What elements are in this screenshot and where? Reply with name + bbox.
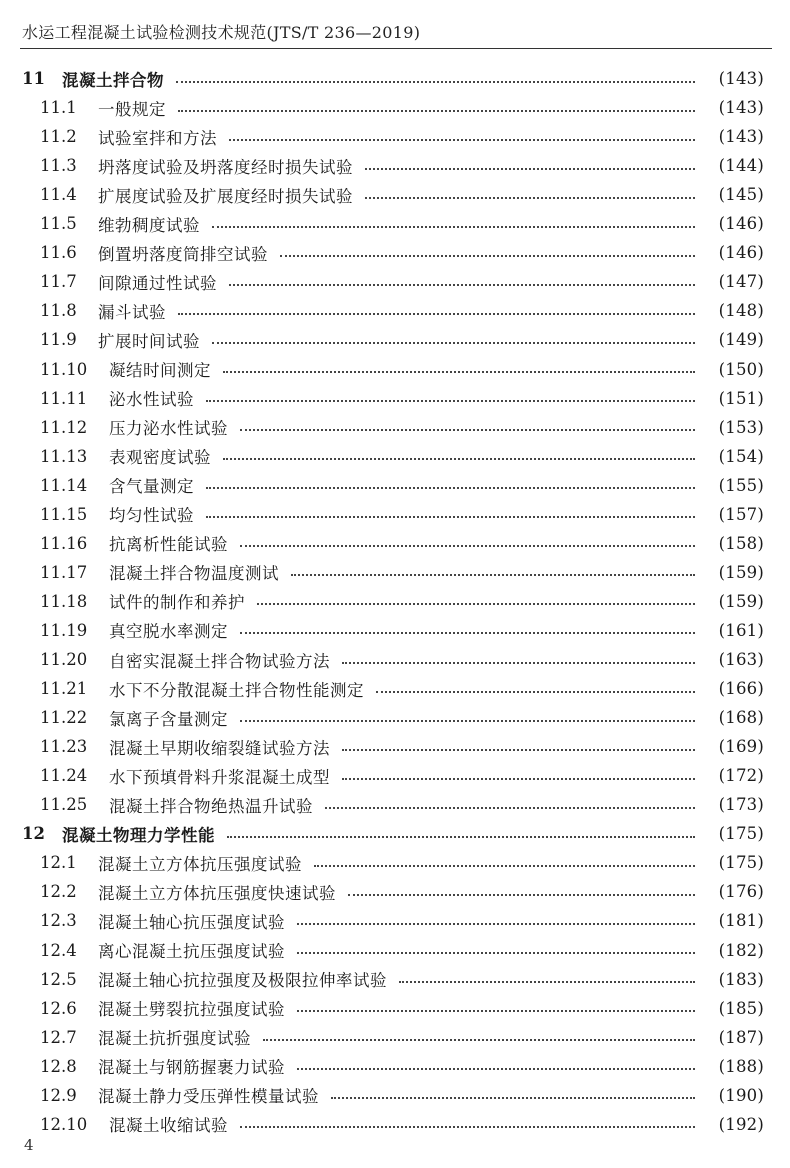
toc-entry-number: 12.3 [40,911,77,931]
toc-entry-title: 氯离子含量测定 [109,709,228,729]
toc-entry-title: 试验室拌和方法 [98,128,217,148]
toc-entry-number: 11.12 [40,417,88,437]
toc-entry-number: 11.17 [40,562,88,582]
toc-dot-leader [227,836,695,838]
toc-entry-number: 12.10 [40,1114,88,1134]
toc-section-entry [0,587,790,616]
toc-dot-leader [280,255,695,257]
toc-entry-page: (144) [718,156,764,176]
toc-entry-title-with-leader [109,589,695,613]
toc-entry-number: 11.2 [40,127,77,147]
toc-section-entry [0,325,790,354]
toc-entry-title-with-leader [62,67,695,91]
toc-entry-title: 表观密度试验 [109,448,211,468]
toc-dot-leader [229,284,695,286]
toc-entry-title-with-leader [98,241,695,265]
toc-entry-page: (148) [718,301,764,321]
toc-entry-title: 自密实混凝土拌合物试验方法 [109,651,330,671]
toc-section-entry [0,209,790,238]
toc-section-entry [0,936,790,965]
toc-entry-page: (183) [718,969,764,989]
toc-dot-leader [376,691,695,693]
toc-entry-page: (172) [718,766,764,786]
toc-entry-title-with-leader [98,212,695,236]
toc-section-entry [0,674,790,703]
toc-section-entry [0,558,790,587]
toc-section-entry [0,732,790,761]
toc-dot-leader [342,778,695,780]
toc-dot-leader [297,1010,695,1012]
toc-section-entry [0,355,790,384]
toc-entry-title: 混凝土拌合物 [62,70,164,90]
toc-entry-page: (192) [718,1114,764,1134]
toc-dot-leader [206,400,695,402]
toc-entry-number: 11.23 [40,737,88,757]
toc-entry-title: 混凝土轴心抗拉强度及极限拉伸率试验 [98,971,387,991]
toc-entry-page: (143) [718,127,764,147]
toc-entry-page: (149) [718,330,764,350]
toc-entry-title-with-leader [109,473,695,497]
toc-entry-title: 水下预填骨料升浆混凝土成型 [109,767,330,787]
toc-dot-leader [325,807,695,809]
toc-dot-leader [240,632,695,634]
toc-entry-number: 12.2 [40,882,77,902]
toc-entry-page: (155) [718,475,764,495]
toc-entry-title: 混凝土与钢筋握裹力试验 [98,1058,285,1078]
toc-entry-number: 11.11 [40,388,88,408]
toc-dot-leader [223,458,695,460]
toc-section-entry [0,442,790,471]
toc-entry-title: 压力泌水性试验 [109,419,228,439]
toc-entry-title-with-leader [109,357,695,381]
toc-entry-title-with-leader [109,735,695,759]
toc-entry-title-with-leader [109,764,695,788]
toc-entry-title-with-leader [98,909,695,933]
toc-entry-title: 水下不分散混凝土拌合物性能测定 [109,680,364,700]
toc-entry-number: 11.20 [40,650,88,669]
toc-entry-title: 泌水性试验 [109,390,194,410]
toc-dot-leader [314,865,695,867]
toc-entry-number: 11.13 [40,446,88,466]
toc-entry-title: 抗离析性能试验 [109,535,228,555]
toc-entry-title: 混凝土早期收缩裂缝试验方法 [109,738,330,758]
running-header: 水运工程混凝土试验检测技术规范(JTS/T 236—2019) [22,23,421,42]
toc-entry-title-with-leader [109,386,695,410]
toc-entry-title-with-leader [109,502,695,526]
toc-entry-title-with-leader [109,648,695,672]
toc-entry-title: 混凝土物理力学性能 [62,825,215,845]
toc-entry-title-with-leader [109,706,695,730]
toc-entry-title-with-leader [98,851,695,875]
toc-entry-number: 11.6 [40,243,77,263]
toc-entry-title-with-leader [98,1025,695,1049]
toc-entry-number: 11.21 [40,679,88,699]
toc-entry-number: 11.24 [40,766,88,786]
toc-entry-number: 11.14 [40,475,88,495]
toc-entry-title: 扩展度试验及扩展度经时损失试验 [98,186,353,206]
toc-dot-leader [229,139,695,141]
toc-section-entry [0,151,790,180]
page-number: 4 [24,1136,34,1154]
toc-dot-leader [365,168,695,170]
toc-entry-title: 一般规定 [98,99,166,119]
toc-dot-leader [297,952,695,954]
toc-section-entry [0,1052,790,1081]
toc-entry-title-with-leader [98,270,695,294]
toc-section-entry [0,122,790,151]
toc-entry-number: 11.19 [40,620,88,640]
toc-dot-leader [206,487,695,489]
toc-section-entry [0,703,790,732]
toc-entry-page: (154) [718,446,764,466]
toc-entry-page: (181) [718,911,764,931]
toc-section-entry [0,384,790,413]
toc-entry-number: 12.1 [40,853,77,873]
toc-entry-title-with-leader [109,677,695,701]
toc-entry-title: 间隙通过性试验 [98,273,217,293]
toc-entry-title-with-leader [98,299,695,323]
toc-entry-page: (188) [718,1056,764,1076]
toc-section-entry [0,238,790,267]
toc-entry-number: 11.7 [40,272,77,292]
toc-chapter-entry [0,819,790,848]
toc-entry-title: 混凝土收缩试验 [109,1116,228,1136]
toc-entry-title: 凝结时间测定 [109,361,211,380]
toc-section-entry [0,994,790,1023]
toc-section-entry [0,906,790,935]
toc-entry-title-with-leader [109,444,695,468]
toc-entry-title: 倒置坍落度筒排空试验 [98,244,268,264]
toc-entry-title-with-leader [98,1054,695,1078]
toc-entry-title-with-leader [98,328,695,352]
toc-section-entry [0,1023,790,1052]
toc-entry-number: 11.9 [40,330,77,350]
toc-entry-title: 混凝土拌合物绝热温升试验 [109,796,313,816]
toc-entry-title: 混凝土立方体抗压强度快速试验 [98,883,336,903]
toc-entry-page: (163) [718,650,764,669]
toc-entry-title: 混凝土轴心抗压强度试验 [98,912,285,932]
toc-entry-title-with-leader [109,560,695,584]
toc-dot-leader [212,226,695,228]
toc-section-entry [0,877,790,906]
toc-entry-page: (168) [718,708,764,728]
toc-dot-leader [176,81,695,83]
toc-dot-leader [240,1126,695,1128]
toc-section-entry [0,761,790,790]
toc-dot-leader [342,662,695,664]
toc-entry-page: (146) [718,243,764,263]
toc-entry-title-with-leader [98,938,695,962]
toc-dot-leader [297,923,695,925]
toc-entry-number: 12.5 [40,969,77,989]
toc-entry-title: 混凝土抗折强度试验 [98,1029,251,1049]
toc-entry-page: (190) [718,1085,764,1105]
toc-dot-leader [365,197,695,199]
toc-entry-title-with-leader [98,96,695,120]
toc-entry-title: 均匀性试验 [109,506,194,526]
toc-entry-page: (182) [718,940,764,960]
toc-entry-number: 12.6 [40,998,77,1018]
toc-entry-title: 漏斗试验 [98,302,166,322]
toc-dot-leader [348,894,695,896]
toc-entry-number: 12.7 [40,1027,77,1047]
toc-section-entry [0,529,790,558]
toc-entry-title-with-leader [98,125,695,149]
toc-chapter-entry [0,64,790,93]
toc-entry-title-with-leader [109,618,695,642]
toc-dot-leader [257,603,695,605]
toc-entry-title-with-leader [98,154,695,178]
toc-section-entry [0,413,790,442]
toc-dot-leader [178,313,695,315]
toc-section-entry [0,500,790,529]
toc-entry-page: (161) [718,620,764,640]
toc-entry-page: (145) [718,185,764,205]
toc-entry-title-with-leader [109,415,695,439]
header-rule [20,48,772,49]
toc-entry-number: 11.15 [40,504,88,524]
toc-entry-title-with-leader [98,996,695,1020]
toc-section-entry [0,180,790,209]
toc-entry-page: (175) [718,853,764,873]
toc-entry-page: (143) [718,69,764,88]
toc-entry-title: 含气量测定 [109,477,194,497]
toc-section-entry [0,848,790,877]
toc-section-entry [0,790,790,819]
toc-entry-title: 混凝土立方体抗压强度试验 [98,854,302,874]
toc-dot-leader [342,749,695,751]
toc-entry-number: 11 [22,69,45,88]
toc-entry-title-with-leader [98,1083,695,1107]
toc-dot-leader [291,574,695,576]
toc-entry-page: (185) [718,998,764,1018]
toc-dot-leader [399,981,695,983]
toc-entry-page: (153) [718,417,764,437]
toc-entry-number: 11.1 [40,98,77,118]
toc-dot-leader [178,110,695,112]
toc-entry-title-with-leader [62,822,695,846]
toc-entry-page: (151) [718,388,764,408]
toc-entry-title: 坍落度试验及坍落度经时损失试验 [98,157,353,177]
toc-entry-number: 11.5 [40,214,77,234]
toc-entry-title: 混凝土拌合物温度测试 [109,564,279,584]
toc-entry-number: 11.10 [40,359,88,379]
toc-dot-leader [206,516,695,518]
toc-entry-page: (176) [718,882,764,902]
toc-entry-number: 11.25 [40,795,88,815]
toc-entry-title: 混凝土劈裂抗拉强度试验 [98,1000,285,1020]
toc-section-entry [0,471,790,500]
toc-entry-page: (159) [718,562,764,582]
toc-entry-number: 11.4 [40,185,77,205]
toc-entry-number: 12 [22,824,45,844]
toc-entry-page: (146) [718,214,764,234]
toc-section-entry [0,616,790,645]
toc-dot-leader [240,429,695,431]
toc-dot-leader [240,720,695,722]
toc-entry-page: (166) [718,679,764,699]
toc-entry-title: 混凝土静力受压弹性模量试验 [98,1087,319,1107]
toc-entry-page: (150) [718,359,764,379]
toc-section-entry [0,93,790,122]
toc-entry-title-with-leader [109,1112,695,1136]
toc-dot-leader [223,371,695,373]
toc-section-entry [0,267,790,296]
toc-entry-page: (158) [718,533,764,553]
toc-entry-number: 11.18 [40,591,88,611]
toc-entry-number: 12.9 [40,1085,77,1105]
toc-entry-title: 扩展时间试验 [98,331,200,351]
toc-entry-title-with-leader [98,183,695,207]
toc-entry-number: 12.8 [40,1056,77,1076]
toc-entry-page: (143) [718,98,764,118]
toc-section-entry [0,1081,790,1110]
toc-entry-page: (157) [718,504,764,524]
toc-entry-title: 试件的制作和养护 [109,593,245,613]
toc-entry-title: 维勃稠度试验 [98,215,200,235]
toc-dot-leader [212,342,695,344]
toc-entry-title: 离心混凝土抗压强度试验 [98,942,285,961]
toc-entry-number: 11.22 [40,708,88,728]
toc-entry-page: (169) [718,737,764,757]
toc-entry-page: (187) [718,1027,764,1047]
toc-entry-number: 11.3 [40,156,77,176]
toc-section-entry [0,645,790,674]
toc-entry-page: (147) [718,272,764,292]
toc-section-entry [0,1110,790,1139]
toc-dot-leader [331,1097,695,1099]
toc-entry-page: (173) [718,795,764,815]
toc-entry-title-with-leader [98,967,695,991]
toc-entry-title-with-leader [109,793,695,817]
toc-section-entry [0,296,790,325]
toc-entry-number: 11.16 [40,533,88,553]
toc-entry-number: 12.4 [40,940,77,960]
toc-dot-leader [263,1039,695,1041]
toc-dot-leader [240,545,695,547]
toc-section-entry [0,965,790,994]
toc-entry-title-with-leader [98,880,695,904]
toc-entry-title: 真空脱水率测定 [109,622,228,642]
toc-dot-leader [297,1068,695,1070]
toc-entry-page: (159) [718,591,764,611]
toc-entry-title-with-leader [109,531,695,555]
toc-entry-page: (175) [718,824,764,844]
toc-entry-number: 11.8 [40,301,77,321]
